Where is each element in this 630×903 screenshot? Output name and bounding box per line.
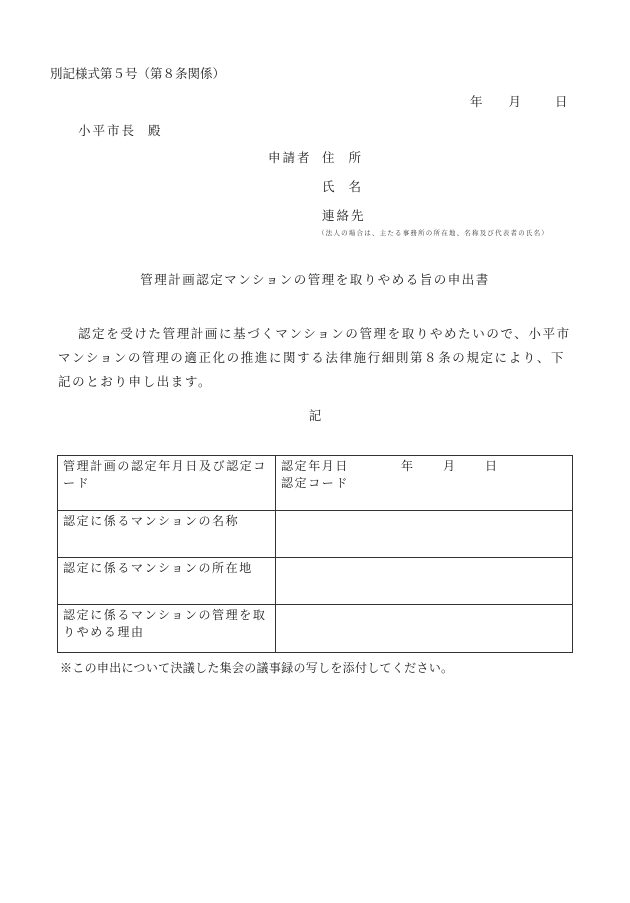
- withdrawal-reason-cell[interactable]: [276, 605, 573, 653]
- ki-heading: 記: [308, 408, 322, 423]
- submission-date: [470, 92, 568, 110]
- recipient-honorific: 殿: [148, 123, 163, 138]
- row-label-withdrawal-reason: 認定に係るマンションの管理を取りやめる理由: [58, 605, 276, 653]
- date-year-label: 年: [470, 94, 483, 109]
- applicant-label: 申請者: [268, 150, 312, 165]
- table-row: [58, 456, 573, 511]
- certification-date-line: [281, 458, 567, 475]
- certification-cell[interactable]: [276, 456, 573, 511]
- name-label-char-1: 氏: [322, 179, 337, 194]
- mansion-name-cell[interactable]: [276, 511, 573, 558]
- form-number: 別記様式第５号（第８条関係）: [50, 66, 226, 81]
- name-label-char-2: 名: [348, 179, 364, 194]
- table-row: [58, 605, 573, 653]
- date-day-label: 日: [555, 94, 568, 109]
- footnote: ※この申出について決議した集会の議事録の写しを添付してください。: [60, 661, 454, 675]
- recipient-name: 小平市長: [78, 123, 137, 138]
- certification-code-label: 認定コード: [281, 476, 350, 490]
- recipient: [78, 121, 163, 139]
- address-label-char-1: 住: [322, 150, 337, 165]
- details-table: [57, 455, 573, 653]
- mansion-location-cell[interactable]: [276, 558, 573, 605]
- address-label-char-2: 所: [348, 150, 364, 165]
- name-label: [322, 177, 363, 195]
- date-month-label: 月: [508, 94, 522, 109]
- certification-day-label: 日: [485, 459, 499, 473]
- row-label-mansion-location: 認定に係るマンションの所在地: [58, 558, 276, 605]
- row-label-mansion-name: 認定に係るマンションの名称: [58, 511, 276, 558]
- document-title: 管理計画認定マンションの管理を取りやめる旨の申出書: [140, 272, 490, 287]
- certification-year-label: 年: [401, 459, 415, 473]
- table-row: [58, 511, 573, 558]
- contact-label: 連絡先: [322, 208, 366, 223]
- certification-date-label: 認定年月日: [281, 459, 350, 473]
- certification-month-label: 月: [443, 459, 457, 473]
- corporation-note: （法人の場合は、主たる事務所の所在地、名称及び代表者の氏名）: [318, 229, 549, 237]
- row-label-certification: 管理計画の認定年月日及び認定コード: [58, 456, 276, 511]
- body-paragraph: 認定を受けた管理計画に基づくマンションの管理を取りやめたいので、小平市マンションの管理の適正化の推進に関する法律施行細則第８条の規定により、下記のとおり申し出ます。: [58, 326, 571, 389]
- table-row: [58, 558, 573, 605]
- address-label: [322, 148, 363, 166]
